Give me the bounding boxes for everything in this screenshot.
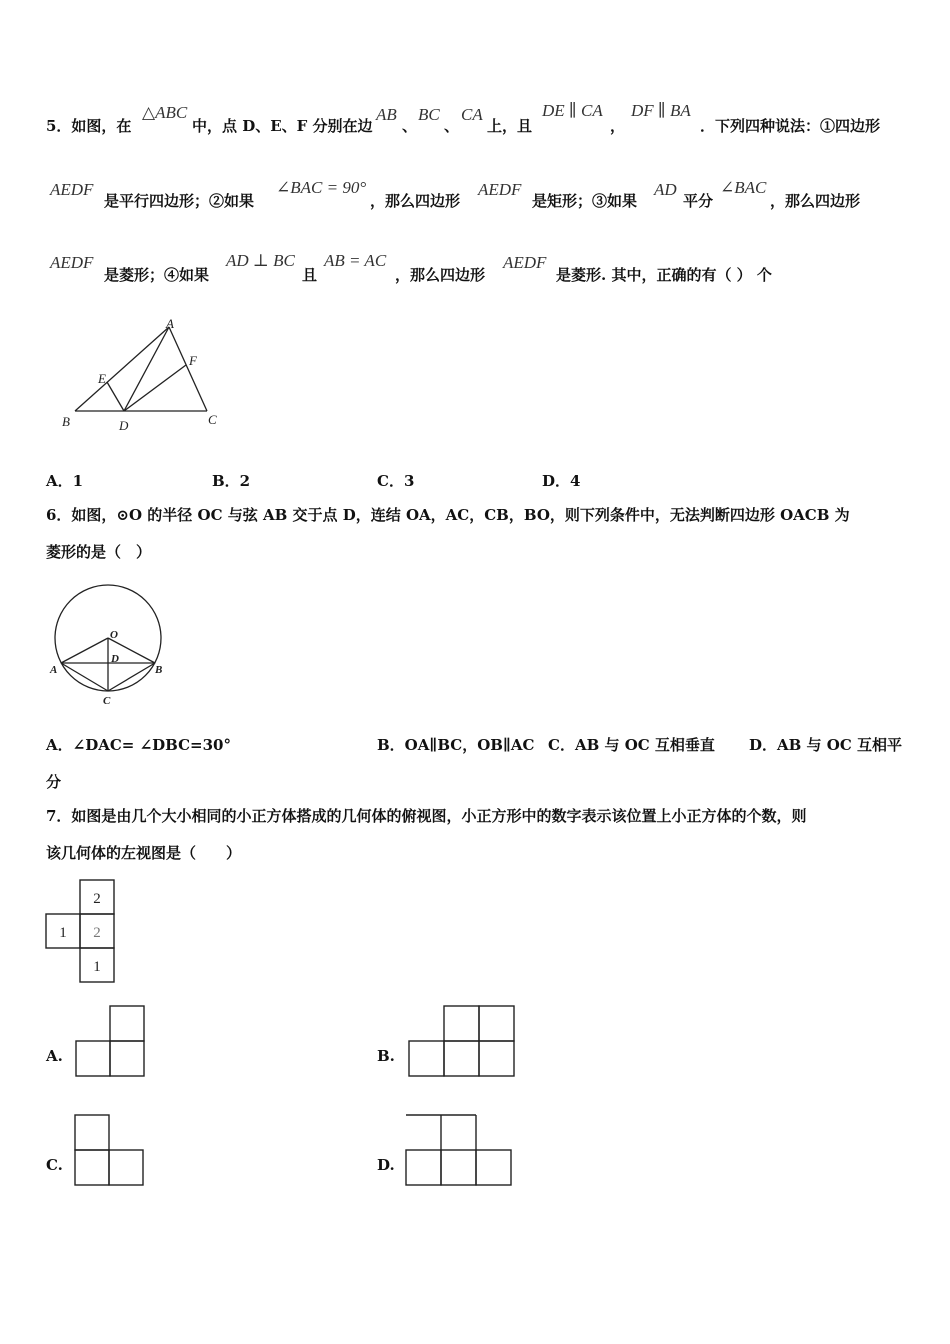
segment-ac xyxy=(61,663,108,691)
q5-line3-t4: 是菱形. 其中，正确的有（ ） 个 xyxy=(556,266,772,284)
q7-option-c-label[interactable]: C. xyxy=(46,1156,63,1174)
grid-number-top: 2 xyxy=(93,891,101,907)
q5-comma: ， xyxy=(610,117,626,135)
q6-option-a[interactable]: A．∠DAC= ∠DBC=30° xyxy=(46,736,231,754)
q5-aedf: AEDF xyxy=(50,180,94,199)
segment-ad xyxy=(124,327,169,411)
q5-line2-t4: 平分 xyxy=(683,192,714,210)
q5-seg-ab: AB xyxy=(376,105,397,124)
q5-aedf-2: AEDF xyxy=(478,180,522,199)
q5-angle-bac-90: ∠BAC = 90° xyxy=(276,178,367,197)
q7-option-d-label[interactable]: D. xyxy=(377,1156,395,1174)
q5-ad: AD xyxy=(654,180,677,199)
q5-line2-t1: 是平行四边形；②如果 xyxy=(104,192,255,210)
grid-number-mid-left: 1 xyxy=(59,925,67,941)
segment-df xyxy=(124,365,186,411)
q5-line3-t3: ，那么四边形 xyxy=(395,266,486,284)
segment-cb xyxy=(108,663,155,691)
q7-option-b-label[interactable]: B. xyxy=(377,1047,395,1065)
q7-line1: 7．如图是由几个大小相同的小正方体搭成的几何体的俯视图，小正方形中的数字表示该位置上小正方体的个数，则 xyxy=(46,807,807,825)
q5-line2-t2: ，那么四边形 xyxy=(370,192,461,210)
label-d: D xyxy=(119,418,129,433)
q7-option-a-figure[interactable] xyxy=(74,1005,148,1079)
q6-option-d[interactable]: D．AB 与 OC 互相平 xyxy=(749,736,902,754)
q5-ad-perp-bc: AD ⊥ BC xyxy=(226,251,295,270)
q5-angle-bac: ∠BAC xyxy=(720,178,767,197)
side-ab xyxy=(75,327,169,411)
segment-ed xyxy=(107,382,124,411)
label-a: A xyxy=(50,664,58,676)
q5-triangle-abc: △ABC xyxy=(142,103,188,122)
q5-seg-bc: BC xyxy=(418,105,440,124)
grid-number-mid-right: 2 xyxy=(93,925,101,941)
q5-option-c[interactable]: C．3 xyxy=(377,472,415,490)
label-e: E xyxy=(98,371,106,386)
label-d: D xyxy=(111,653,119,665)
q5-ab-eq-ac: AB = AC xyxy=(324,251,387,270)
q5-option-b[interactable]: B．2 xyxy=(212,472,251,490)
q7-top-view-grid xyxy=(44,879,118,987)
q6-option-b[interactable]: B．OA∥BC，OB∥AC xyxy=(377,736,535,754)
q7-line2: 该几何体的左视图是（ ） xyxy=(46,844,242,862)
grid-number-bottom: 1 xyxy=(93,959,101,975)
q6-line2: 菱形的是（ ） xyxy=(46,543,152,561)
q7-option-d-figure[interactable] xyxy=(405,1114,515,1188)
q5-seg-ca: CA xyxy=(461,105,483,124)
q5-aedf-4: AEDF xyxy=(503,253,547,272)
q5-line3-t1: 是菱形；④如果 xyxy=(104,266,210,284)
q6-option-c[interactable]: C．AB 与 OC 互相垂直 xyxy=(548,736,715,754)
q5-line2-t5: ，那么四边形 xyxy=(770,192,861,210)
q5-line2-t3: 是矩形；③如果 xyxy=(532,192,638,210)
q5-aedf-3: AEDF xyxy=(50,253,94,272)
label-o: O xyxy=(110,629,118,641)
label-c: C xyxy=(103,695,111,707)
q5-line1-mid: 中，点 D、E、F 分别在边 xyxy=(192,117,373,135)
q7-option-a-label[interactable]: A. xyxy=(46,1047,63,1065)
q6-line1: 6．如图，⊙O 的半径 OC 与弦 AB 交于点 D，连结 OA，AC，CB，BO，则下列条件中，无法判断四边形 OACB 为 xyxy=(46,506,850,524)
label-b: B xyxy=(155,664,163,676)
q5-line1-lead: 5．如图，在 xyxy=(46,117,132,135)
label-a: A xyxy=(166,316,174,331)
q6-option-d-cont: 分 xyxy=(46,773,62,791)
segment-oa xyxy=(61,638,108,663)
q7-option-b-figure[interactable] xyxy=(408,1005,518,1079)
q5-line1-on: 上，且 xyxy=(487,117,533,135)
side-ac xyxy=(169,327,207,411)
label-f: F xyxy=(189,353,197,368)
q6-circle-figure xyxy=(45,582,175,712)
q5-option-d[interactable]: D．4 xyxy=(542,472,581,490)
q5-sep2: 、 xyxy=(444,117,460,135)
q5-option-a[interactable]: A．1 xyxy=(46,472,84,490)
q5-de-parallel-ca: DE ∥ CA xyxy=(542,101,603,120)
q5-line3-t2: 且 xyxy=(302,266,318,284)
label-c: C xyxy=(208,412,217,427)
q7-option-c-figure[interactable] xyxy=(73,1114,147,1188)
q5-sep1: 、 xyxy=(402,117,418,135)
q5-triangle-figure xyxy=(55,315,230,435)
label-b: B xyxy=(62,414,70,429)
q5-df-parallel-ba: DF ∥ BA xyxy=(631,101,691,120)
q5-line1-tail: ．下列四种说法：①四边形 xyxy=(700,117,881,135)
